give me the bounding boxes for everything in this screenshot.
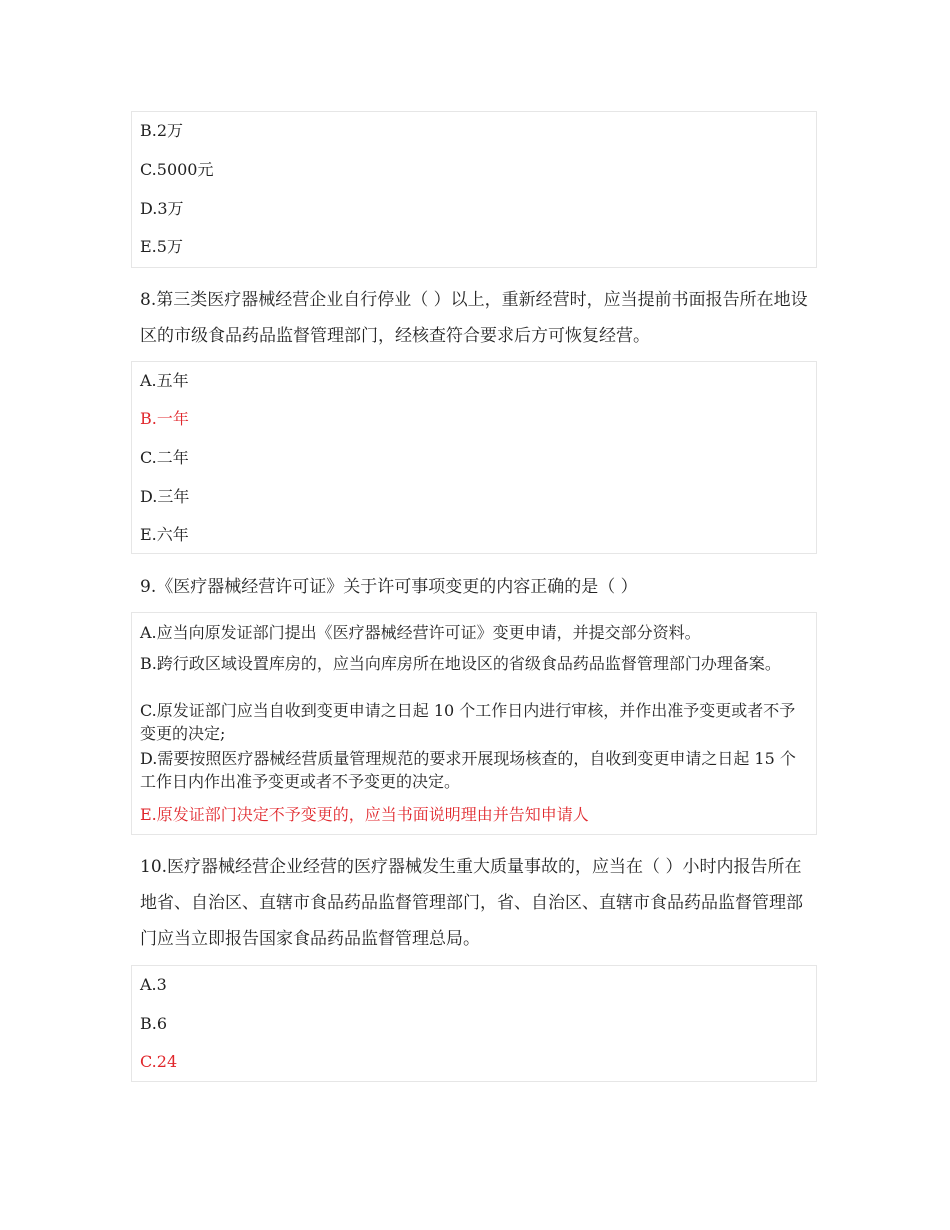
- q7-option-c[interactable]: C.5000元: [140, 160, 214, 179]
- q7-option-b[interactable]: B.2万: [140, 121, 184, 140]
- q8-option-e[interactable]: E.六年: [140, 525, 189, 544]
- q10-option-c-correct[interactable]: C.24: [140, 1052, 178, 1071]
- q8-stem: 8.第三类医疗器械经营企业自行停业（ ）以上，重新经营时，应当提前书面报告所在地设区的市级食品药品监督管理部门，经核查符合要求后方可恢复经营。: [140, 290, 808, 346]
- q9-option-c[interactable]: C.原发证部门应当自收到变更申请之日起 10 个工作日内进行审核，并作出准予变更或者不予变更的决定;: [140, 701, 796, 743]
- q9-option-b[interactable]: B.跨行政区域设置库房的，应当向库房所在地设区的省级食品药品监督管理部门办理备案。: [140, 654, 781, 673]
- q9-options-box: [131, 612, 817, 835]
- q7-options-box: [131, 111, 817, 268]
- q8-option-d[interactable]: D.三年: [140, 487, 190, 506]
- q9-option-d[interactable]: D.需要按照医疗器械经营质量管理规范的要求开展现场核查的，自收到变更申请之日起 15 个工作日内作出准予变更或者不予变更的决定。: [140, 749, 796, 791]
- q10-stem: 10.医疗器械经营企业经营的医疗器械发生重大质量事故的，应当在（ ）小时内报告所在地省、自治区、直辖市食品药品监督管理部门，省、自治区、直辖市食品药品监督管理部门应当立即报告国家食品药品监督管理总局。: [140, 857, 803, 949]
- q7-option-e[interactable]: E.5万: [140, 237, 183, 256]
- q10-options-box: [131, 965, 817, 1082]
- q8-options-box: [131, 361, 817, 554]
- q10-option-b[interactable]: B.6: [140, 1014, 168, 1033]
- q9-option-e-correct[interactable]: E.原发证部门决定不予变更的，应当书面说明理由并告知申请人: [140, 805, 589, 824]
- q7-option-d[interactable]: D.3万: [140, 199, 184, 218]
- q8-option-b-correct[interactable]: B.一年: [140, 409, 189, 428]
- q9-option-a[interactable]: A.应当向原发证部门提出《医疗器械经营许可证》变更申请，并提交部分资料。: [140, 623, 701, 642]
- q8-option-a[interactable]: A.五年: [140, 371, 189, 390]
- q9-stem: 9.《医疗器械经营许可证》关于许可事项变更的内容正确的是（ ）: [140, 577, 638, 597]
- q8-option-c[interactable]: C.二年: [140, 448, 189, 467]
- q10-option-a[interactable]: A.3: [140, 975, 167, 994]
